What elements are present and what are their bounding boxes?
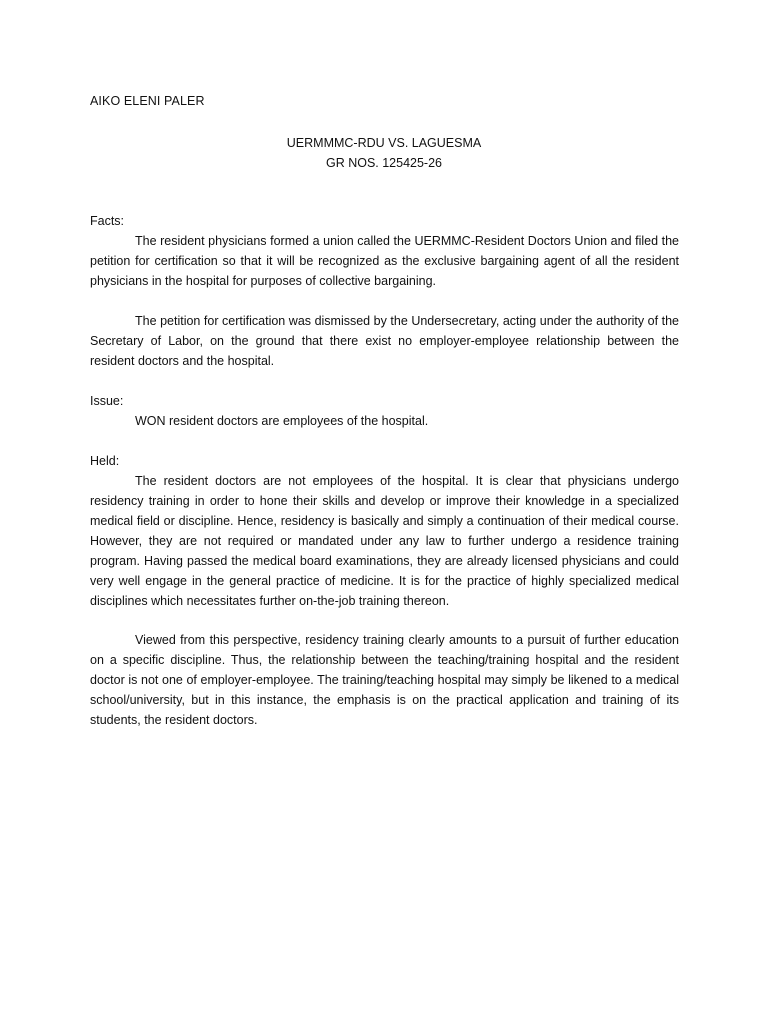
held-paragraph-2: Viewed from this perspective, residency training clearly amounts to a pursuit of further education on a specific discipline. Thus, the relationship between the teaching/training hospital and the resident doctor is not one of employer-employee. The training/teaching hospital may simply be likened to a medical school/university, but in this instance, the emphasis is on the practical application and training of its students, the resident doctors. <box>90 633 679 727</box>
facts-paragraph-2: The petition for certification was dismissed by the Undersecretary, acting under the authority of the Secretary of Labor, on the ground that there exist no employer-employee relationship between the resident doctors and the hospital. <box>90 314 679 368</box>
facts-heading: Facts: <box>90 214 125 228</box>
issue-text: WON resident doctors are employees of the hospital. <box>135 414 429 428</box>
held-heading: Held: <box>90 454 120 468</box>
case-title: UERMMMC-RDU VS. LAGUESMA <box>286 136 482 150</box>
held-paragraph-1: The resident doctors are not employees of the hospital. It is clear that physicians undergo residency training in order to hone their skills and develop or improve their knowledge in a specialized medical field or discipline. Hence, residency is basically and simply a continuation of their medical course. However, they are not required or mandated under any law to further undergo a residence training program. Having passed the medical board examinations, they are already licensed physicians and could very well engage in the general practice of medicine. It is for the practice of highly specialized medical disciplines which necessitates further on-the-job training thereon. <box>90 474 679 608</box>
held-section <box>90 451 679 611</box>
case-header <box>0 133 768 173</box>
facts-section <box>90 211 679 291</box>
facts-paragraph-1: The resident physicians formed a union called the UERMMC-Resident Doctors Union and filed the petition for certification so that it will be recognized as the exclusive bargaining agent of all the resident physicians in the hospital for purposes of collective bargaining. <box>90 234 679 288</box>
case-number: GR NOS. 125425-26 <box>325 156 443 170</box>
facts-paragraph-2-block <box>90 311 679 371</box>
issue-section <box>90 391 679 431</box>
issue-heading: Issue: <box>90 394 124 408</box>
held-paragraph-2-block <box>90 630 679 730</box>
author-name: AIKO ELENI PALER <box>90 94 205 108</box>
